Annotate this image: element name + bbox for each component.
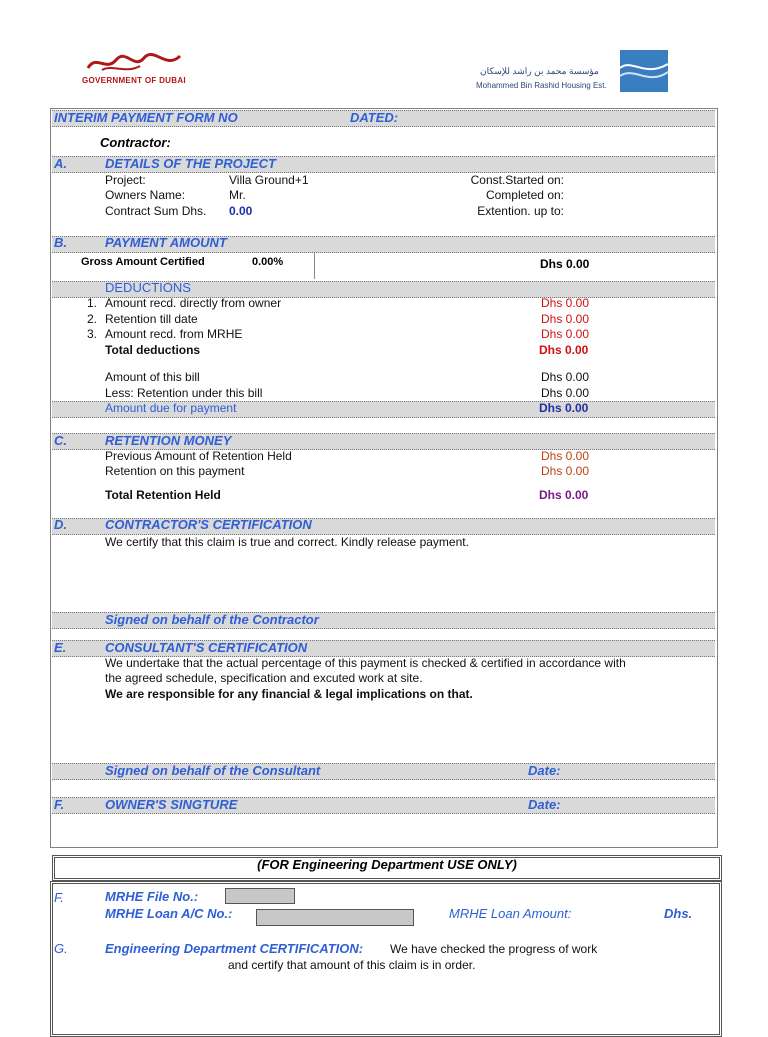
- dubai-government-logo: [82, 50, 192, 90]
- owner-label: Owners Name:: [105, 188, 186, 202]
- total-deductions-value: Dhs 0.00: [539, 343, 589, 357]
- deduction-2-num: 2.: [87, 312, 98, 326]
- less-retention-value: Dhs 0.00: [541, 386, 590, 400]
- deduction-1-label: Amount recd. directly from owner: [105, 296, 282, 310]
- mrhe-arabic-text: مؤسسة محمد بن راشد للإسكان: [480, 66, 599, 76]
- section-e-title: CONSULTANT'S CERTIFICATION: [105, 640, 308, 655]
- project-value: Villa Ground+1: [229, 173, 309, 187]
- deductions-title: DEDUCTIONS: [105, 280, 191, 295]
- deduction-1-value: Dhs 0.00: [541, 296, 590, 310]
- form-no-label: INTERIM PAYMENT FORM NO: [54, 110, 238, 125]
- section-f-mrhe-letter: F.: [54, 890, 64, 905]
- section-c-title: RETENTION MONEY: [105, 433, 232, 448]
- this-retention-label: Retention on this payment: [105, 464, 245, 478]
- mrhe-wave-icon: [620, 50, 668, 92]
- mrhe-file-no-label: MRHE File No.:: [105, 889, 199, 904]
- total-retention-label: Total Retention Held: [105, 488, 221, 502]
- section-g-text-1: We have checked the progress of work: [390, 942, 598, 956]
- mrhe-loan-ac-field[interactable]: [256, 909, 414, 926]
- section-b-letter: B.: [54, 235, 67, 250]
- section-d-letter: D.: [54, 517, 67, 532]
- bill-label: Amount of this bill: [105, 370, 200, 384]
- bill-value: Dhs 0.00: [541, 370, 590, 384]
- const-started-label: Const.Started on:: [470, 173, 564, 187]
- owner-value: Mr.: [229, 188, 246, 202]
- mrhe-english-text: Mohammed Bin Rashid Housing Est.: [476, 81, 607, 90]
- contract-sum-label: Contract Sum Dhs.: [105, 204, 207, 218]
- contractor-signed-label: Signed on behalf of the Contractor: [105, 612, 319, 627]
- section-a-letter: A.: [54, 156, 67, 171]
- gross-divider: [314, 253, 315, 279]
- amount-due-value: Dhs 0.00: [539, 401, 589, 415]
- owner-signature-label: OWNER'S SINGTURE: [105, 797, 238, 812]
- completed-label: Completed on:: [485, 188, 564, 202]
- extention-label: Extention. up to:: [477, 204, 564, 218]
- total-retention-value: Dhs 0.00: [539, 488, 589, 502]
- section-g-letter: G.: [54, 941, 68, 956]
- consultant-cert-text-1: We undertake that the actual percentage of this payment is checked & certified in accordance with: [105, 656, 626, 670]
- section-b-title: PAYMENT AMOUNT: [105, 235, 227, 250]
- prev-retention-label: Previous Amount of Retention Held: [105, 449, 292, 463]
- main-form-frame: [50, 108, 718, 848]
- owner-date-label: Date:: [528, 797, 561, 812]
- contractor-label: Contractor:: [100, 135, 171, 150]
- mrhe-logo: [474, 50, 670, 94]
- deduction-2-label: Retention till date: [105, 312, 198, 326]
- gross-amount-value: Dhs 0.00: [540, 257, 590, 271]
- prev-retention-value: Dhs 0.00: [541, 449, 590, 463]
- contractor-cert-text: We certify that this claim is true and correct. Kindly release payment.: [105, 535, 469, 549]
- dated-label: DATED:: [350, 110, 399, 125]
- section-c-letter: C.: [54, 433, 67, 448]
- dubai-english-text: GOVERNMENT OF DUBAI: [82, 76, 186, 85]
- mrhe-dhs-label: Dhs.: [664, 906, 693, 921]
- gross-pct-value: 0.00%: [252, 256, 284, 268]
- consultant-signed-label: Signed on behalf of the Consultant: [105, 763, 321, 778]
- mrhe-file-no-field[interactable]: [225, 888, 295, 904]
- consultant-date-label: Date:: [528, 763, 561, 778]
- deduction-3-value: Dhs 0.00: [541, 327, 590, 341]
- deduction-3-label: Amount recd. from MRHE: [105, 327, 243, 341]
- this-retention-value: Dhs 0.00: [541, 464, 590, 478]
- consultant-cert-text-2: the agreed schedule, specification and excuted work at site.: [105, 671, 423, 685]
- mrhe-loan-amount-label: MRHE Loan Amount:: [449, 906, 572, 921]
- amount-due-label: Amount due for payment: [105, 401, 237, 415]
- section-a-title: DETAILS OF THE PROJECT: [105, 156, 276, 171]
- less-retention-label: Less: Retention under this bill: [105, 386, 263, 400]
- consultant-cert-text-3: We are responsible for any financial & legal implications on that.: [105, 687, 473, 701]
- eng-use-label: (FOR Engineering Department USE ONLY): [257, 857, 517, 872]
- total-deductions-label: Total deductions: [105, 343, 201, 357]
- deduction-1-num: 1.: [87, 296, 98, 310]
- gross-amount-label: Gross Amount Certified: [81, 256, 205, 268]
- contract-sum-value: 0.00: [229, 204, 253, 218]
- section-d-title: CONTRACTOR'S CERTIFICATION: [105, 517, 312, 532]
- owner-letter: F.: [54, 797, 65, 812]
- project-label: Project:: [105, 173, 146, 187]
- deduction-2-value: Dhs 0.00: [541, 312, 590, 326]
- section-g-title: Engineering Department CERTIFICATION:: [105, 941, 364, 956]
- section-g-text-2: and certify that amount of this claim is in order.: [228, 958, 476, 972]
- section-e-letter: E.: [54, 640, 67, 655]
- mrhe-loan-ac-label: MRHE Loan A/C No.:: [105, 906, 233, 921]
- deduction-3-num: 3.: [87, 327, 98, 341]
